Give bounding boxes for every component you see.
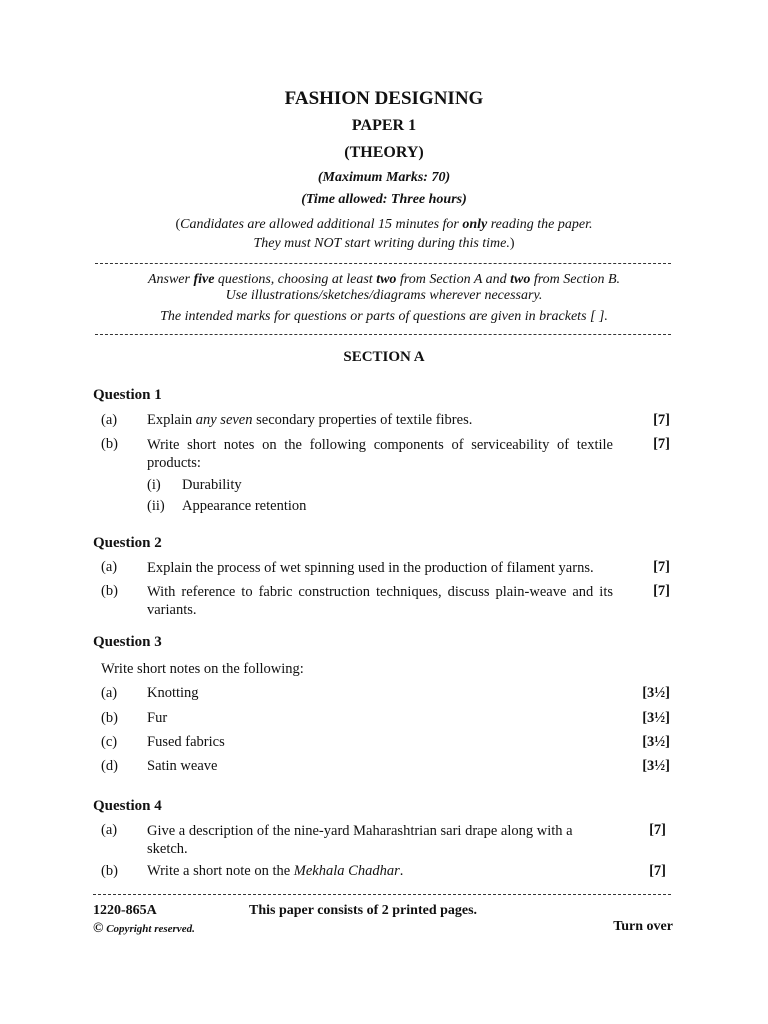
exam-title: FASHION DESIGNING bbox=[284, 88, 484, 109]
q1-a-text-part: secondary properties of textile fibres. bbox=[252, 412, 473, 428]
copyright-notice bbox=[93, 921, 195, 937]
q1-b-marks: [7] bbox=[653, 436, 670, 452]
q2-b-text: With reference to fabric construction techniques, discuss plain-weave and its variants. bbox=[147, 584, 613, 618]
q3-c-label: (c) bbox=[101, 734, 118, 750]
instruction-line3: The intended marks for questions or parts of questions are given in brackets [ ]. bbox=[160, 309, 608, 324]
note-close-paren: ) bbox=[509, 236, 515, 251]
q4-a-marks: [7] bbox=[649, 822, 666, 838]
q4-b-text-italic: Mekhala Chadhar bbox=[293, 863, 400, 879]
copyright-text: Copyright reserved. bbox=[103, 923, 195, 935]
time-allowed: (Time allowed: Three hours) bbox=[301, 192, 467, 207]
q3-a-label: (a) bbox=[101, 685, 118, 701]
q4-b-text-part: . bbox=[399, 863, 404, 879]
q3-a-marks: [3½] bbox=[642, 685, 670, 701]
question-2-heading: Question 2 bbox=[93, 535, 162, 551]
note-text-2: reading the paper. bbox=[487, 217, 593, 232]
copyright-symbol: © bbox=[93, 921, 104, 936]
q1-b-i-text: Durability bbox=[182, 477, 242, 493]
question-3-heading: Question 3 bbox=[93, 634, 162, 650]
question-1-heading: Question 1 bbox=[93, 387, 162, 403]
paper-type: (THEORY) bbox=[344, 144, 424, 161]
q1-b-text: Write short notes on the following components of serviceability of textile products: bbox=[147, 437, 613, 471]
paper-code: 1220-865A bbox=[93, 903, 157, 918]
q1-a-label: (a) bbox=[101, 412, 118, 428]
maximum-marks: (Maximum Marks: 70) bbox=[317, 170, 451, 185]
q4-a-text: Give a description of the nine-yard Maharashtrian sari drape along with a sketch. bbox=[147, 823, 573, 857]
q2-b-marks: [7] bbox=[653, 583, 670, 599]
q4-a-label: (a) bbox=[101, 822, 118, 838]
q1-a-marks: [7] bbox=[653, 412, 670, 428]
q3-b-label: (b) bbox=[101, 710, 118, 726]
q4-b-marks: [7] bbox=[649, 863, 666, 879]
q4-b-text-part: Write a short note on the bbox=[147, 863, 294, 879]
note-open-paren: ( bbox=[175, 217, 181, 232]
instr-text: Answer bbox=[147, 272, 194, 287]
instr-text: from Section B. bbox=[530, 272, 621, 287]
q2-a-marks: [7] bbox=[653, 559, 670, 575]
q4-b-label: (b) bbox=[101, 863, 118, 879]
q1-b-i-label: (i) bbox=[147, 477, 161, 493]
q3-c-marks: [3½] bbox=[642, 734, 670, 750]
instruction-line2: Use illustrations/sketches/diagrams wherever necessary. bbox=[225, 288, 543, 303]
q3-d-marks: [3½] bbox=[642, 758, 670, 774]
q1-a-text bbox=[147, 412, 472, 429]
q3-intro: Write short notes on the following: bbox=[101, 661, 304, 677]
q4-b-text bbox=[147, 863, 403, 880]
q1-b-ii-label: (ii) bbox=[147, 498, 165, 514]
question-4-heading: Question 4 bbox=[93, 798, 162, 814]
q1-b-label: (b) bbox=[101, 436, 118, 452]
q2-a-text: Explain the process of wet spinning used in the production of filament yarns. bbox=[147, 560, 594, 576]
page-count-note: This paper consists of 2 printed pages. bbox=[249, 903, 478, 918]
note-emphasis-only: only bbox=[462, 217, 488, 232]
q1-a-text-part: Explain bbox=[147, 412, 196, 428]
paper-number: PAPER 1 bbox=[351, 117, 417, 134]
dashed-divider bbox=[95, 334, 671, 335]
q2-a-label: (a) bbox=[101, 559, 118, 575]
dashed-divider bbox=[95, 263, 671, 264]
instr-emphasis: two bbox=[510, 272, 531, 287]
turn-over-label: Turn over bbox=[613, 919, 673, 934]
instr-text: from Section A and bbox=[396, 272, 511, 287]
q3-d-label: (d) bbox=[101, 758, 118, 774]
section-title: SECTION A bbox=[343, 349, 425, 365]
q2-b-label: (b) bbox=[101, 583, 118, 599]
reading-time-note-line2 bbox=[0, 236, 768, 252]
instr-emphasis: two bbox=[376, 272, 397, 287]
instruction-line1 bbox=[0, 272, 768, 288]
q3-b-marks: [3½] bbox=[642, 710, 670, 726]
q3-c-text: Fused fabrics bbox=[147, 734, 225, 750]
q1-a-text-italic: any seven bbox=[195, 412, 253, 428]
instr-emphasis: five bbox=[193, 272, 215, 287]
q3-d-text: Satin weave bbox=[147, 758, 218, 774]
reading-time-note-line1 bbox=[0, 217, 768, 233]
note-text-1: Candidates are allowed additional 15 minutes for bbox=[180, 217, 463, 232]
q3-a-text: Knotting bbox=[147, 685, 199, 701]
instr-text: questions, choosing at least bbox=[214, 272, 377, 287]
q3-b-text: Fur bbox=[147, 710, 168, 726]
note-text-3: They must NOT start writing during this time. bbox=[253, 236, 510, 251]
dashed-divider bbox=[93, 894, 671, 895]
q1-b-ii-text: Appearance retention bbox=[182, 498, 307, 514]
